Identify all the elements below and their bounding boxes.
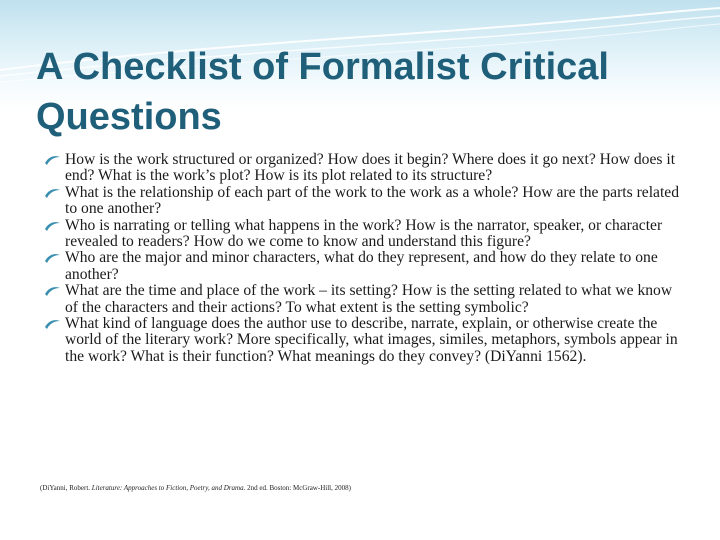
list-item	[44, 283, 684, 316]
swoosh-bullet-icon	[44, 187, 61, 199]
citation-author: (DiYanni, Robert.	[40, 484, 91, 492]
bullet-text: Who is narrating or telling what happens in the work? How is the narrator, speaker, or character revealed to readers? How do we come to know and understand this figure?	[65, 216, 663, 251]
bullet-text: What are the time and place of the work – its setting? How is the setting related to what we know of the characters and their actions? To what extent is the setting symbolic?	[65, 282, 673, 316]
list-item	[44, 316, 684, 365]
bullet-text: What is the relationship of each part of the work to the work as a whole? How are the parts related to one another?	[65, 183, 679, 218]
list-item	[44, 185, 684, 218]
swoosh-bullet-icon	[44, 154, 61, 166]
slide-title: A Checklist of Formalist Critical Questions	[36, 46, 609, 138]
list-item	[44, 218, 684, 251]
bullet-text: What kind of language does the author use to describe, narrate, explain, or otherwise create the world of the literary work? More specifically, what images, similes, metaphors, symbols appear in the work? What is their function? What meanings do they convey? (DiYanni 1562).	[65, 315, 678, 365]
citation-publication: 2nd ed. Boston: McGraw-Hill, 2008)	[247, 484, 351, 492]
swoosh-bullet-icon	[44, 220, 61, 232]
list-item	[44, 250, 684, 283]
swoosh-bullet-icon	[44, 318, 61, 330]
swoosh-bullet-icon	[44, 285, 61, 297]
citation	[40, 484, 680, 493]
list-item	[44, 152, 684, 185]
question-list	[44, 152, 684, 365]
bullet-text: Who are the major and minor characters, what do they represent, and how do they relate to one another?	[65, 249, 658, 283]
bullet-text: How is the work structured or organized? How does it begin? Where does it go next? How does it end? What is the work’s plot? How is its plot related to its structure?	[65, 151, 676, 185]
citation-book-title: Literature: Approaches to Fiction, Poetry, and Drama.	[91, 484, 246, 492]
swoosh-bullet-icon	[44, 252, 61, 264]
